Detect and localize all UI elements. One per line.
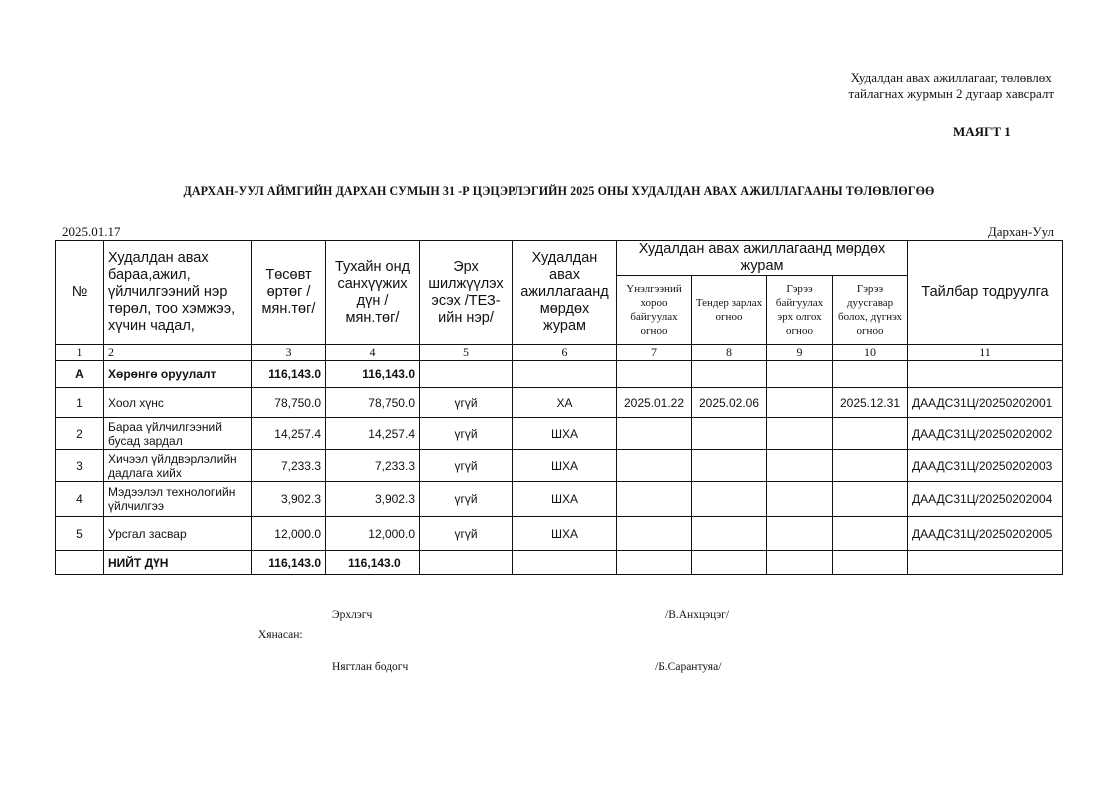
col-number: 7 [617,345,692,361]
col-number: 2 [104,345,252,361]
row-note: ДААДС31Ц/20250202005 [908,517,1063,551]
row-eval-date [617,482,692,517]
row-transfer: үгүй [420,482,513,517]
col-number: 5 [420,345,513,361]
col-header-contract-end-date: Гэрээ дуусгавар болох, дүгнэх огноо [833,276,908,345]
row-transfer: үгүй [420,418,513,450]
row-eval-date [617,450,692,482]
row-note: ДААДС31Ц/20250202002 [908,418,1063,450]
row-note: ДААДС31Ц/20250202001 [908,388,1063,418]
form-number: МАЯГТ 1 [953,124,1011,139]
total-row [56,551,1063,575]
col-header-name: Худалдан авах бараа,ажил, үйлчилгээний нэр төрөл, тоо хэмжээ, хүчин чадал, [104,241,252,345]
row-tender-date: 2025.02.06 [692,388,767,418]
director-name: /В.Анхцэцэг/ [665,609,730,621]
col-header-note: Тайлбар тодруулга [908,241,1063,345]
row-contract-end-date [833,517,908,551]
row-procedure: ШХА [513,450,617,482]
row-eval-date: 2025.01.22 [617,388,692,418]
col-header-eval-date: Үнэлгээний хороо байгуулах огноо [617,276,692,345]
row-tender-date [692,517,767,551]
row-eval-date [617,517,692,551]
row-funding: 14,257.4 [326,418,420,450]
col-number: 1 [56,345,104,361]
row-no: 2 [56,418,104,450]
row-name: Бараа үйлчилгээний бусад зардал [104,418,252,450]
section-row [56,361,1063,388]
row-transfer: үгүй [420,517,513,551]
row-contract-right-date [767,517,833,551]
col-number: 11 [908,345,1063,361]
col-header-tender-date: Тендер зарлах огноо [692,276,767,345]
row-tender-date [692,450,767,482]
col-header-procedure: Худалдан авах ажиллагаанд мөрдөх журам [513,241,617,345]
section-budget: 116,143.0 [252,361,326,388]
row-budget: 3,902.3 [252,482,326,517]
col-number: 8 [692,345,767,361]
row-funding: 7,233.3 [326,450,420,482]
col-header-transfer: Эрх шилжүүлэх эсэх /ТЕЗ-ийн нэр/ [420,241,513,345]
table-row [56,418,1063,450]
col-header-funding: Тухайн онд санхүүжих дүн /мян.төг/ [326,241,420,345]
col-number: 6 [513,345,617,361]
procurement-plan-table [55,240,1063,575]
col-header-contract-right-date: Гэрээ байгуулах эрх олгох огноо [767,276,833,345]
row-contract-end-date [833,482,908,517]
row-budget: 7,233.3 [252,450,326,482]
row-no: 1 [56,388,104,418]
annex-line-2: тайлагнах журмын 2 дугаар хавсралт [848,86,1054,101]
row-contract-end-date [833,418,908,450]
row-name: Урсгал засвар [104,517,252,551]
col-number: 3 [252,345,326,361]
row-tender-date [692,482,767,517]
col-header-no: № [56,241,104,345]
row-budget: 12,000.0 [252,517,326,551]
row-contract-right-date [767,418,833,450]
section-no: А [56,361,104,388]
page-title: ДАРХАН-УУЛ АЙМГИЙН ДАРХАН СУМЫН 31 -Р ЦЭЦЭРЛЭГИЙН 2025 ОНЫ ХУДАЛДАН АВАХ АЖИЛЛАГААНЫ ТӨЛӨВЛӨГӨӨ [183,184,935,198]
column-number-row [56,345,1063,361]
header-row-1 [56,241,1063,276]
row-procedure: ШХА [513,517,617,551]
reviewed-label: Хянасан: [258,629,303,641]
col-header-budget: Төсөвт өртөг /мян.төг/ [252,241,326,345]
row-budget: 14,257.4 [252,418,326,450]
row-name: Хоол хүнс [104,388,252,418]
col-number: 4 [326,345,420,361]
row-funding: 3,902.3 [326,482,420,517]
row-procedure: ШХА [513,482,617,517]
row-name: Мэдээлэл технологийн үйлчилгээ [104,482,252,517]
row-contract-end-date [833,450,908,482]
row-note: ДААДС31Ц/20250202003 [908,450,1063,482]
row-note: ДААДС31Ц/20250202004 [908,482,1063,517]
annex-reference [848,70,1054,102]
row-name: Хичээл үйлдвэрлэлийн дадлага хийх [104,450,252,482]
table-row [56,388,1063,418]
row-eval-date [617,418,692,450]
total-funding: 116,143.0 [326,551,420,575]
document-place: Дархан-Уул [987,224,1054,239]
total-budget: 116,143.0 [252,551,326,575]
accountant-name: /Б.Сарантуяа/ [655,661,722,673]
director-title: Эрхлэгч [332,609,373,621]
accountant-title: Нягтлан бодогч [332,661,409,673]
row-contract-end-date: 2025.12.31 [833,388,908,418]
row-contract-right-date [767,388,833,418]
col-header-group: Худалдан авах ажиллагаанд мөрдөх журам [617,241,908,276]
row-budget: 78,750.0 [252,388,326,418]
row-contract-right-date [767,450,833,482]
row-funding: 12,000.0 [326,517,420,551]
table-row [56,482,1063,517]
annex-line-1: Худалдан авах ажиллагааг, төлөвлөх [850,70,1052,85]
row-procedure: ШХА [513,418,617,450]
section-funding: 116,143.0 [326,361,420,388]
col-number: 9 [767,345,833,361]
document-date: 2025.01.17 [62,224,121,239]
total-label: НИЙТ ДҮН [104,551,252,575]
table-row [56,517,1063,551]
section-name: Хөрөнгө оруулалт [104,361,252,388]
row-no: 4 [56,482,104,517]
row-no: 3 [56,450,104,482]
row-transfer: үгүй [420,388,513,418]
row-tender-date [692,418,767,450]
row-contract-right-date [767,482,833,517]
row-procedure: ХА [513,388,617,418]
col-number: 10 [833,345,908,361]
row-funding: 78,750.0 [326,388,420,418]
row-transfer: үгүй [420,450,513,482]
table-row [56,450,1063,482]
row-no: 5 [56,517,104,551]
